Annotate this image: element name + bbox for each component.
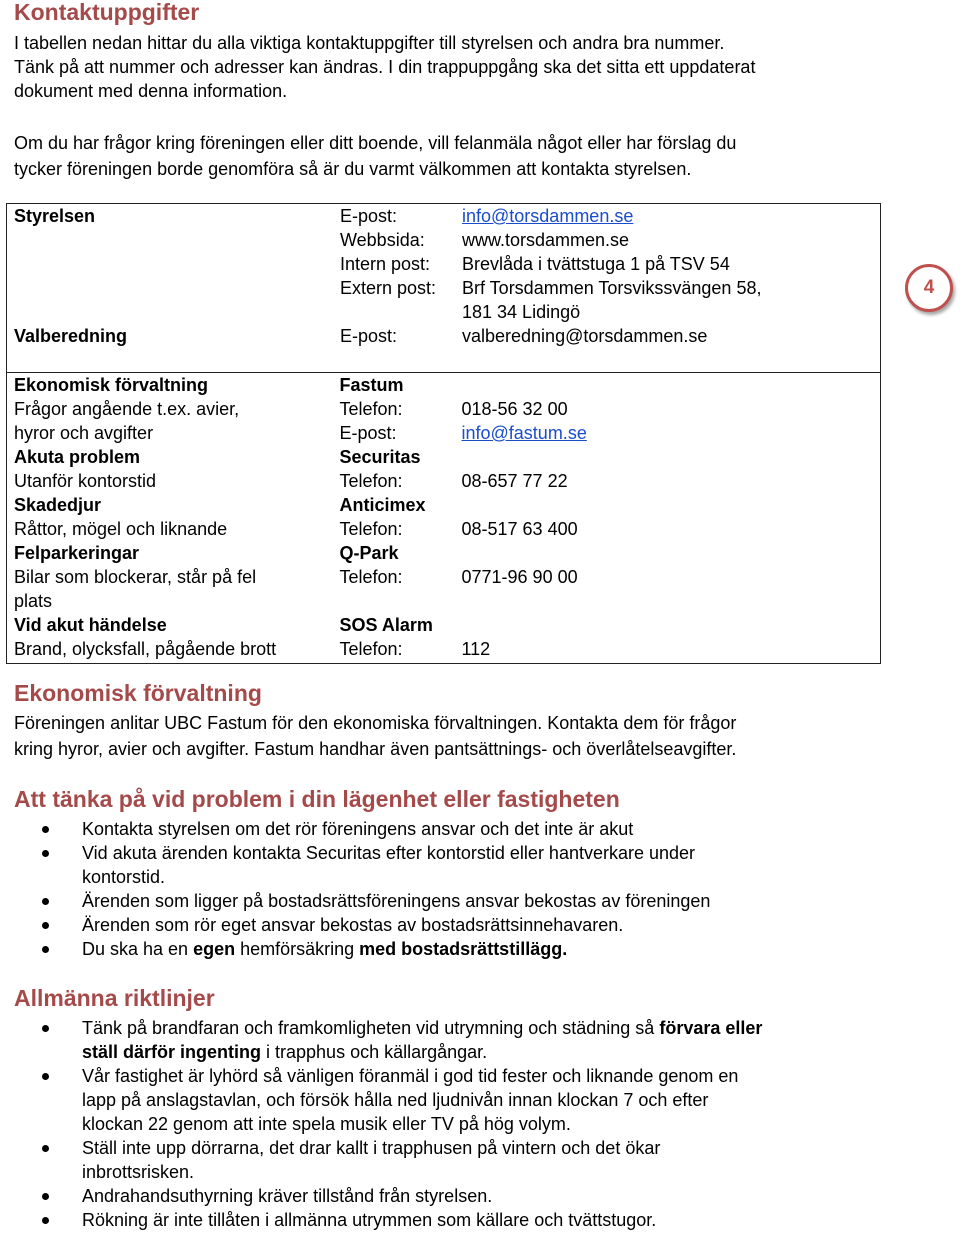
list-item bbox=[14, 889, 874, 913]
list-item-text: hemförsäkring bbox=[235, 939, 360, 959]
table-row bbox=[7, 445, 881, 493]
list-item-text: Ställ inte upp dörrarna, det drar kallt i trapphusen på vintern och det ökar bbox=[82, 1138, 661, 1158]
list-item bbox=[14, 1208, 874, 1232]
intro-line: Tänk på att nummer och adresser kan ändras. I din trappuppgång ska det sitta ett uppdaterat bbox=[14, 57, 756, 77]
contact-email-link[interactable]: info@fastum.se bbox=[461, 423, 587, 443]
contact-category: Akuta problem bbox=[14, 447, 141, 467]
contact-phone[interactable]: 08-517 63 400 bbox=[461, 519, 578, 539]
list-item bbox=[14, 1184, 874, 1208]
contact-phone[interactable]: 0771-96 90 00 bbox=[461, 567, 578, 587]
heading-allmanna-riktlinjer: Allmänna riktlinjer bbox=[14, 985, 215, 1011]
section-economy bbox=[14, 679, 736, 762]
rules-list bbox=[14, 1016, 874, 1232]
section-problems bbox=[14, 785, 874, 961]
label: Telefon: bbox=[339, 399, 403, 419]
label: Telefon: bbox=[339, 471, 403, 491]
table-row-board bbox=[7, 204, 881, 325]
list-item bbox=[14, 913, 874, 937]
board-website[interactable]: www.torsdammen.se bbox=[462, 230, 630, 250]
label: Extern post: bbox=[340, 278, 437, 298]
heading-ekonomisk-forvaltning: Ekonomisk förvaltning bbox=[14, 680, 262, 706]
label: E-post: bbox=[340, 206, 398, 226]
intro-line: tycker föreningen borde genomföra så är du varmt välkommen att kontakta styrelsen. bbox=[14, 159, 692, 179]
label: Telefon: bbox=[339, 639, 403, 659]
list-item-bold: egen bbox=[193, 939, 236, 959]
contact-category: Ekonomisk förvaltning bbox=[14, 375, 209, 395]
contact-company: Fastum bbox=[339, 375, 404, 395]
contact-company: SOS Alarm bbox=[339, 615, 433, 635]
table-row-nomination bbox=[7, 324, 881, 373]
contact-phone[interactable]: 018-56 32 00 bbox=[461, 399, 568, 419]
list-item-text: klockan 22 genom att inte spela musik eller TV på hög volym. bbox=[82, 1114, 571, 1134]
board-external-post-2: 181 34 Lidingö bbox=[462, 302, 581, 322]
intro-paragraph-1 bbox=[14, 31, 755, 103]
contact-description: Frågor angående t.ex. avier, bbox=[14, 399, 240, 419]
label: Telefon: bbox=[339, 519, 403, 539]
board-internal-post: Brevlåda i tvättstuga 1 på TSV 54 bbox=[462, 254, 730, 274]
heading-kontaktuppgifter: Kontaktuppgifter bbox=[14, 0, 200, 25]
list-item bbox=[14, 1064, 874, 1136]
table-row bbox=[7, 541, 881, 613]
list-item-text: i trapphus och källargångar. bbox=[261, 1042, 488, 1062]
list-item-text: kontorstid. bbox=[82, 867, 166, 887]
heading-problems: Att tänka på vid problem i din lägenhet eller fastigheten bbox=[14, 786, 620, 812]
problems-list bbox=[14, 817, 874, 961]
list-item-text: Kontakta styrelsen om det rör föreningens ansvar och det inte är akut bbox=[82, 819, 634, 839]
contact-description: Bilar som blockerar, står på fel bbox=[14, 567, 257, 587]
contact-company: Q-Park bbox=[339, 543, 399, 563]
label: E-post: bbox=[339, 423, 397, 443]
contact-category: Felparkeringar bbox=[14, 543, 140, 563]
intro-line: I tabellen nedan hittar du alla viktiga kontaktuppgifter till styrelsen och andra bra nummer. bbox=[14, 33, 725, 53]
list-item-bold: med bostadsrättstillägg. bbox=[359, 939, 568, 959]
table-row bbox=[7, 613, 881, 664]
contact-category: Vid akut händelse bbox=[14, 615, 167, 635]
section-rules bbox=[14, 984, 874, 1232]
list-item-text: inbrottsrisken. bbox=[82, 1162, 195, 1182]
nomination-name: Valberedning bbox=[14, 326, 128, 346]
list-item-text: Rökning är inte tillåten i allmänna utrymmen som källare och tvättstugor. bbox=[82, 1210, 657, 1230]
intro-line: dokument med denna information. bbox=[14, 81, 288, 101]
board-email-link[interactable]: info@torsdammen.se bbox=[462, 206, 634, 226]
contact-description: hyror och avgifter bbox=[14, 423, 154, 443]
list-item-text: Ärenden som ligger på bostadsrättsföreningens ansvar bekostas av föreningen bbox=[82, 891, 711, 911]
contact-phone[interactable]: 08-657 77 22 bbox=[461, 471, 568, 491]
label: Intern post: bbox=[340, 254, 431, 274]
contact-phone[interactable]: 112 bbox=[461, 639, 491, 659]
board-external-post: Brf Torsdammen Torsvikssvängen 58, bbox=[462, 278, 762, 298]
label: Telefon: bbox=[339, 567, 403, 587]
list-item bbox=[14, 817, 874, 841]
list-item-text: Vår fastighet är lyhörd så vänligen föranmäl i god tid fester och liknande genom en bbox=[82, 1066, 739, 1086]
list-item-bold: ställ därför ingenting bbox=[82, 1042, 262, 1062]
list-item-text: Du ska ha en bbox=[82, 939, 194, 959]
list-item-text: Tänk på brandfaran och framkomligheten vid utrymning och städning så bbox=[82, 1018, 660, 1038]
intro-paragraph-2 bbox=[14, 130, 736, 182]
contact-description: plats bbox=[14, 591, 53, 611]
contact-category: Skadedjur bbox=[14, 495, 102, 515]
label: E-post: bbox=[340, 326, 398, 346]
list-item bbox=[14, 1016, 874, 1064]
list-item bbox=[14, 1136, 874, 1184]
contact-company: Securitas bbox=[339, 447, 421, 467]
page-number-badge: 4 bbox=[905, 264, 953, 312]
contact-description: Råttor, mögel och liknande bbox=[14, 519, 228, 539]
label: Webbsida: bbox=[340, 230, 425, 250]
list-item-text: Vid akuta ärenden kontakta Securitas efter kontorstid eller hantverkare under bbox=[82, 843, 696, 863]
economy-text: kring hyror, avier och avgifter. Fastum handhar även pantsättnings- och överlåtelseavgifter. bbox=[14, 739, 737, 759]
contact-description: Utanför kontorstid bbox=[14, 471, 157, 491]
contact-company: Anticimex bbox=[339, 495, 426, 515]
list-item-text: Andrahandsuthyrning kräver tillstånd från styrelsen. bbox=[82, 1186, 493, 1206]
list-item bbox=[14, 841, 874, 889]
list-item-bold: förvara eller bbox=[659, 1018, 763, 1038]
list-item-text: Ärenden som rör eget ansvar bekostas av bostadsrättsinnehavaren. bbox=[82, 915, 624, 935]
intro-line: Om du har frågor kring föreningen eller ditt boende, vill felanmäla något eller har förslag du bbox=[14, 133, 737, 153]
table-row bbox=[7, 373, 881, 446]
contact-description: Brand, olycksfall, pågående brott bbox=[14, 639, 277, 659]
economy-text: Föreningen anlitar UBC Fastum för den ekonomiska förvaltningen. Kontakta dem för frågor bbox=[14, 713, 737, 733]
nomination-email[interactable]: valberedning@torsdammen.se bbox=[462, 326, 708, 346]
list-item-text: lapp på anslagstavlan, och försök hålla ned ljudnivån innan klockan 7 och efter bbox=[82, 1090, 709, 1110]
list-item bbox=[14, 937, 874, 961]
table-row bbox=[7, 493, 881, 541]
board-name: Styrelsen bbox=[14, 206, 96, 226]
contact-table bbox=[6, 203, 881, 664]
